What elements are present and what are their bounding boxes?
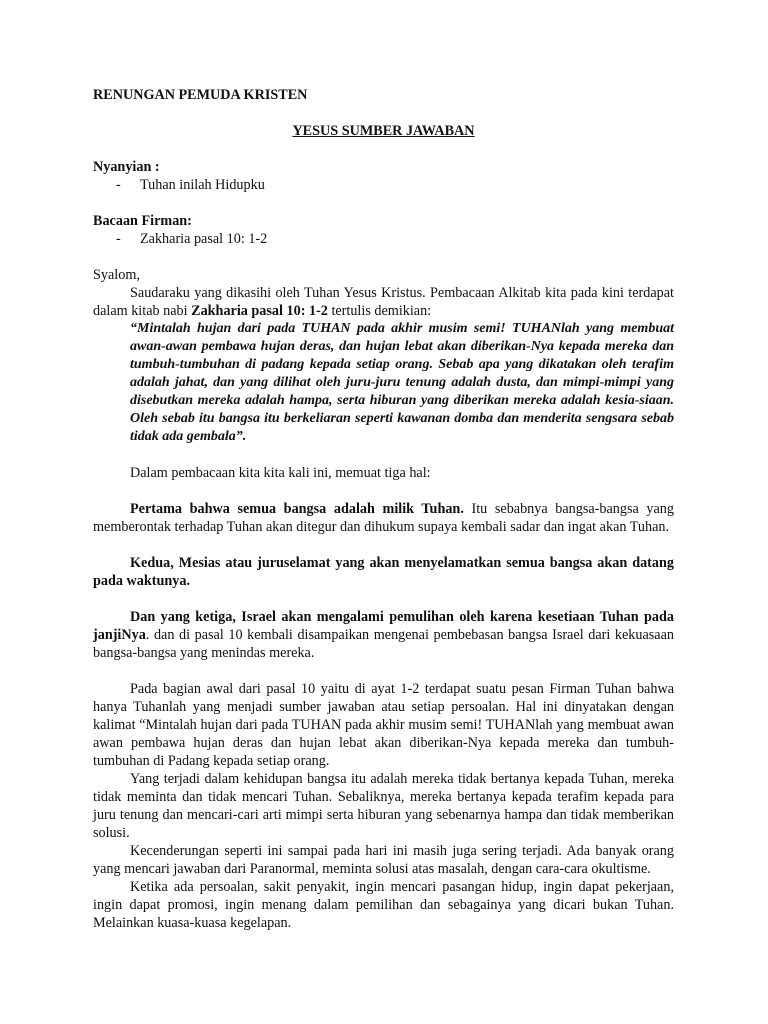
point-1-text: Itu sebabnya bangsa-bangsa yang memberontak terhadap Tuhan akan ditegur dan dihukum supaya kembali sadar dan ingat akan Tuhan. <box>93 501 674 535</box>
intro-text-2: tertulis demikian: <box>327 303 432 319</box>
lead-paragraph: Dalam pembacaan kita kita kali ini, memuat tiga hal: <box>130 465 431 481</box>
document-header: RENUNGAN PEMUDA KRISTEN <box>93 87 308 103</box>
nyanyian-item <box>93 176 674 194</box>
greeting: Syalom, <box>93 267 140 283</box>
scripture-quote: “Mintalah hujan dari pada TUHAN pada akhir musim semi! TUHANlah yang membuat awan-awan pembawa hujan deras, dan hujan lebat akan diberikan-Nya kepada mereka dan tumbuh-tumbuhan di padang kepada setiap orang. Sebab apa yang dikatakan oleh terafim adalah jahat, dan yang dilihat oleh juru-juru tenung adalah dusta, dan mimpi-mimpi yang disebutkan mereka adalah hampa, serta hiburan yang diberikan mereka adalah kesia-siaan. Oleh sebab itu bangsa itu berkeliaran seperti kawanan domba dan menderita sengsara sebab tidak ada gembala”. <box>130 321 674 444</box>
body-paragraph: Kecenderungan seperti ini sampai pada hari ini masih juga sering terjadi. Ada banyak orang yang mencari jawaban dari Paranormal, meminta solusi atas masalah, dengan cara-cara okultisme. <box>93 843 674 877</box>
document-title: YESUS SUMBER JAWABAN <box>292 123 475 139</box>
point-1-bold: Pertama bahwa semua bangsa adalah milik Tuhan. <box>130 501 464 517</box>
point-1 <box>93 500 674 536</box>
bacaan-item-text: Zakharia pasal 10: 1-2 <box>140 231 268 247</box>
point-2-bold: Kedua, Mesias atau juruselamat yang akan menyelamatkan semua bangsa akan datang pada waktunya. <box>93 555 674 589</box>
intro-paragraph <box>93 284 674 320</box>
bullet-dash: - <box>116 231 121 247</box>
nyanyian-label: Nyanyian : <box>93 159 160 175</box>
document-page <box>93 86 674 932</box>
point-2 <box>93 554 674 590</box>
point-3-text: . dan di pasal 10 kembali disampaikan mengenai pembebasan bangsa Israel dari kekuasaan bangsa-bangsa yang menindas mereka. <box>93 627 674 661</box>
body-paragraph: Pada bagian awal dari pasal 10 yaitu di ayat 1-2 terdapat suatu pesan Firman Tuhan bahwa hanya Tuhanlah yang menjadi sumber jawaban atau setiap persoalan. Hal ini dinyatakan dengan kalimat “Mintalah hujan dari pada TUHAN pada akhir musim semi! TUHANlah yang membuat awan awan pembawa hujan deras dan hujan lebat akan diberikan-Nya kepada mereka dan tumbuh-tumbuhan di Padang kepada setiap orang. <box>93 681 674 769</box>
bacaan-item <box>93 230 674 248</box>
intro-reference: Zakharia pasal 10: 1-2 <box>191 303 328 319</box>
intro-text-1: Saudaraku yang dikasihi oleh Tuhan Yesus Kristus. Pembacaan Alkitab kita pada kini terdapat dalam kitab nabi <box>93 285 674 319</box>
body-paragraph: Yang terjadi dalam kehidupan bangsa itu adalah mereka tidak bertanya kepada Tuhan, mereka tidak meminta dan tidak mencari Tuhan. Sebaliknya, mereka bertanya kepada terafim kepada para juru tenung dan mencari-cari arti mimpi serta hiburan yang sebenarnya hampa dan tidak memberikan solusi. <box>93 771 674 841</box>
point-3-bold: Dan yang ketiga, Israel akan mengalami pemulihan oleh karena kesetiaan Tuhan pada janjiNya <box>93 609 674 643</box>
point-3 <box>93 608 674 662</box>
body-paragraph: Ketika ada persoalan, sakit penyakit, ingin mencari pasangan hidup, ingin dapat pekerjaan, ingin dapat promosi, ingin menang dalam pemilihan dan sebagainya yang dicari bukan Tuhan. Melainkan kuasa-kuasa kegelapan. <box>93 879 674 931</box>
bacaan-label: Bacaan Firman: <box>93 213 192 229</box>
bullet-dash: - <box>116 177 121 193</box>
nyanyian-item-text: Tuhan inilah Hidupku <box>140 177 265 193</box>
